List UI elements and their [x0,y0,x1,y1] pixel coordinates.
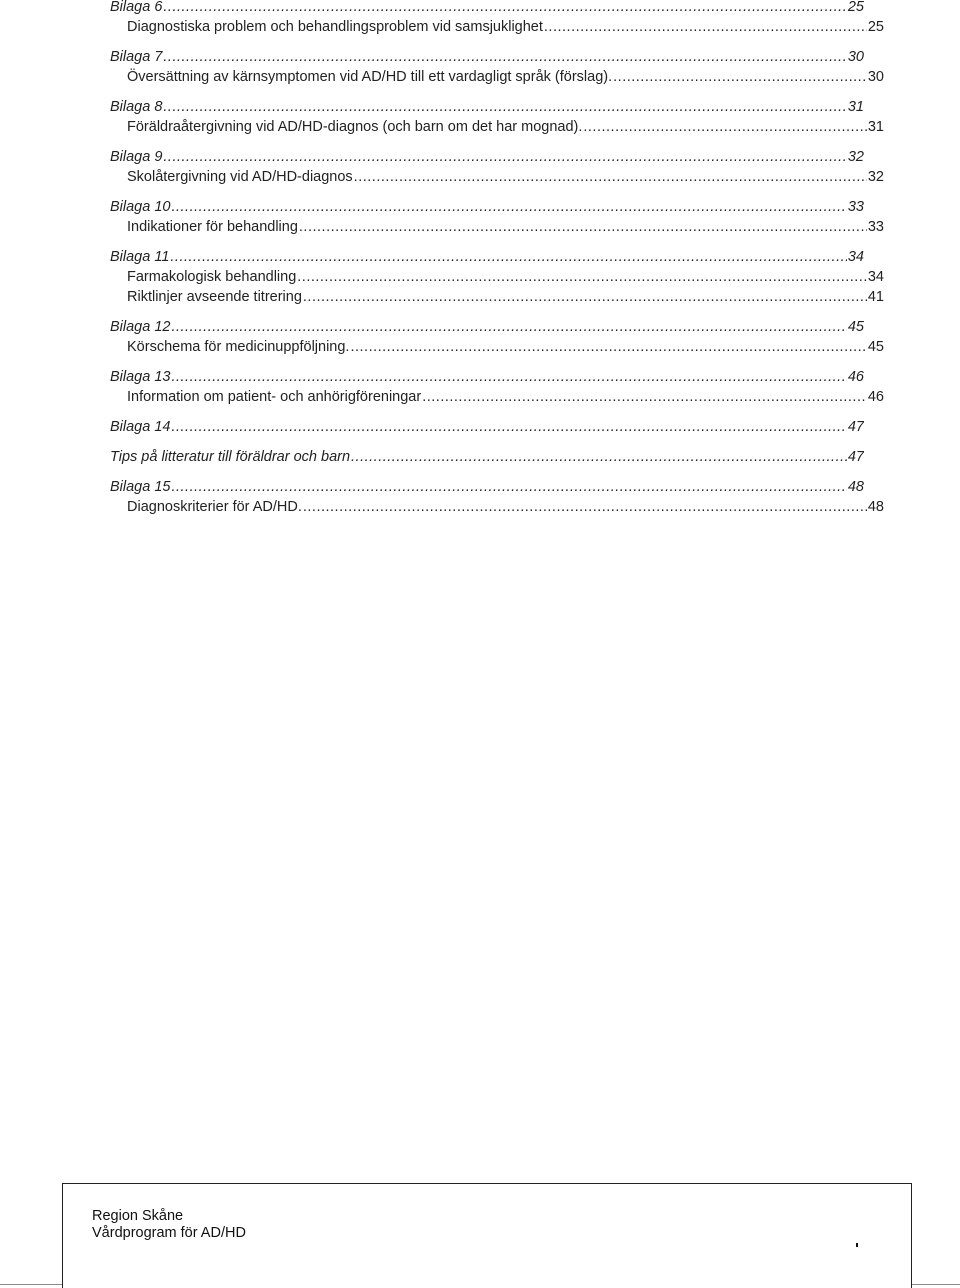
toc-dot-leader [303,497,867,517]
toc-entry-page: 46 [847,369,864,385]
toc-entry-title: Bilaga 10 [110,199,171,215]
toc-entry[interactable] [127,287,884,307]
toc-entry-title: Bilaga 9 [110,149,163,165]
toc-dot-leader [422,387,867,407]
toc-entry[interactable] [110,417,864,437]
toc-dot-leader [544,17,867,37]
footer-border-right [911,1183,912,1288]
toc-entry-page: 31 [867,119,884,135]
toc-entry-page: 45 [847,319,864,335]
toc-dot-leader [163,97,846,117]
toc-dot-leader [171,197,846,217]
toc-entry[interactable] [110,247,864,267]
toc-entry[interactable] [127,67,884,87]
toc-dot-leader [163,147,846,167]
toc-entry-title: Bilaga 14 [110,419,171,435]
toc-dot-leader [163,0,846,17]
toc-dot-leader [171,317,846,337]
toc-dot-leader [171,367,846,387]
toc-entry[interactable] [127,387,884,407]
toc-entry-title: Farmakologisk behandling [127,269,297,285]
toc-entry-page: 34 [867,269,884,285]
toc-entry-page: 30 [847,49,864,65]
footer-rule-left [0,1284,62,1285]
toc-entry-page: 32 [847,149,864,165]
toc-dot-leader [171,417,846,437]
toc-dot-leader [351,447,847,467]
toc-entry[interactable] [110,367,864,387]
toc-entry-title: Bilaga 12 [110,319,171,335]
toc-entry-page: 31 [847,99,864,115]
toc-entry[interactable] [127,117,884,137]
toc-entry-title: Bilaga 15 [110,479,171,495]
toc-entry-title: Körschema för medicinuppföljning. [127,339,350,355]
footer-organization: Region Skåne [92,1208,184,1224]
toc-entry[interactable] [110,147,864,167]
toc-dot-leader [354,167,867,187]
toc-entry-title: Diagnostiska problem och behandlingsproblem vid samsjuklighet [127,19,543,35]
toc-dot-leader [613,67,867,87]
toc-entry[interactable] [127,217,884,237]
toc-entry-page: 34 [847,249,864,265]
toc-entry-page: 30 [867,69,884,85]
toc-entry-page: 33 [847,199,864,215]
toc-entry-page: 41 [867,289,884,305]
toc-entry-title: Riktlinjer avseende titrering [127,289,302,305]
toc-entry[interactable] [127,167,884,187]
toc-entry[interactable] [127,497,884,517]
toc-dot-leader [583,117,866,137]
toc-entry-title: Indikationer för behandling [127,219,298,235]
toc-entry[interactable] [110,317,864,337]
toc-entry-title: Bilaga 7 [110,49,163,65]
toc-entry[interactable] [127,267,884,287]
page-footer [0,1180,960,1288]
toc-entry-page: 46 [867,389,884,405]
toc-entry-page: 48 [847,479,864,495]
footer-document-title: Vårdprogram för AD/HD [92,1225,246,1241]
toc-entry[interactable] [110,47,864,67]
toc-dot-leader [163,47,846,67]
footer-page-mark [856,1243,858,1247]
toc-entry-title: Föräldraåtergivning vid AD/HD-diagnos (och barn om det har mognad). [127,119,583,135]
toc-entry-page: 25 [867,19,884,35]
toc-entry-page: 33 [867,219,884,235]
toc-dot-leader [170,247,846,267]
footer-clipped-line [92,1243,232,1249]
toc-entry-title: Bilaga 6 [110,0,163,15]
toc-entry-page: 32 [867,169,884,185]
footer-border-top [62,1183,912,1184]
toc-entry-page: 47 [847,419,864,435]
toc-entry-page: 25 [847,0,864,15]
toc-entry[interactable] [110,0,864,17]
toc-entry-page: 45 [867,339,884,355]
toc-entry-title: Diagnoskriterier för AD/HD. [127,499,302,515]
toc-dot-leader [303,287,867,307]
footer-border-left [62,1183,63,1288]
toc-entry[interactable] [110,197,864,217]
toc-entry[interactable] [110,447,864,467]
toc-entry[interactable] [127,17,884,37]
toc-entry-title: Översättning av kärnsymptomen vid AD/HD till ett vardagligt språk (förslag). [127,69,613,85]
footer-rule-right [912,1284,960,1285]
toc-entry-title: Bilaga 13 [110,369,171,385]
toc-dot-leader [171,477,846,497]
toc-entry[interactable] [127,337,884,357]
toc-entry-title: Bilaga 11 [110,249,170,265]
toc-dot-leader [299,217,867,237]
toc-entry-title: Bilaga 8 [110,99,163,115]
toc-entry[interactable] [110,477,864,497]
toc-entry-title: Skolåtergivning vid AD/HD-diagnos [127,169,353,185]
toc-entry-title: Information om patient- och anhörigföreningar [127,389,422,405]
toc-entry[interactable] [110,97,864,117]
toc-entry-title: Tips på litteratur till föräldrar och barn [110,449,351,465]
toc-dot-leader [297,267,867,287]
toc-entry-page: 47 [847,449,864,465]
toc-entry-page: 48 [867,499,884,515]
toc-dot-leader [350,337,866,357]
